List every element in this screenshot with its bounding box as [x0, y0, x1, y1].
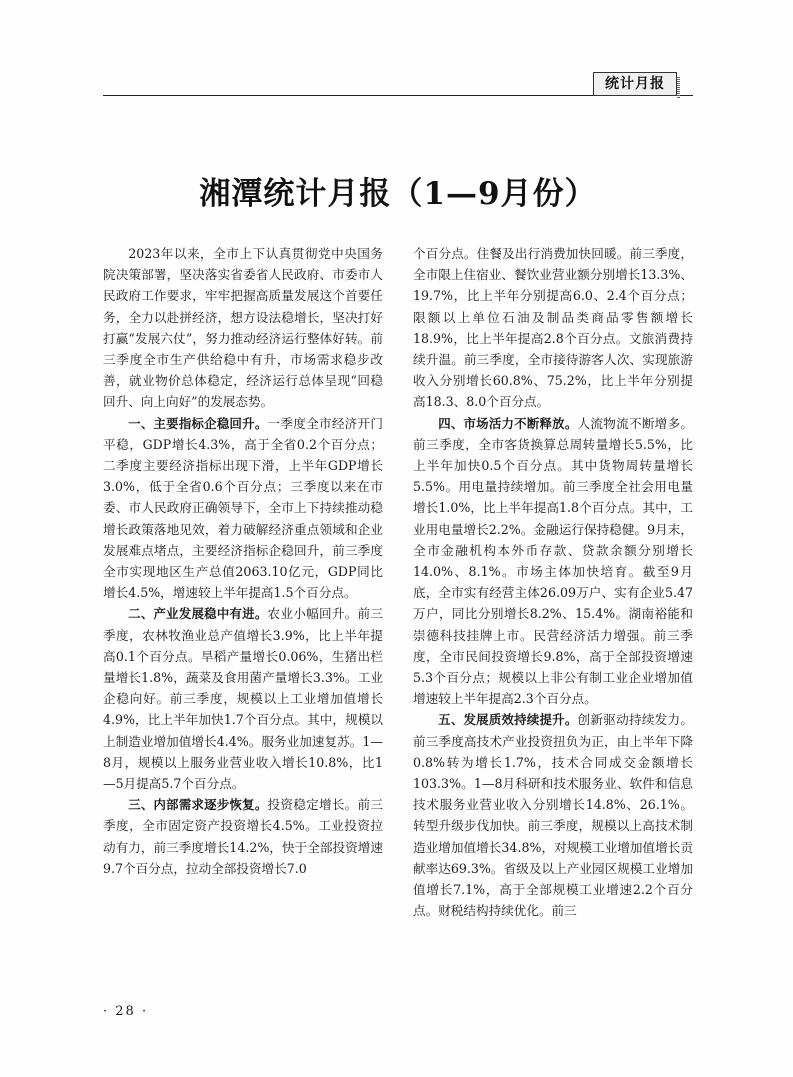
- section-heading: 五、发展质效持续提升。: [438, 712, 578, 728]
- paragraph: 2023年以来，全市上下认真贯彻党中央国务院决策部署，坚决落实省委省人民政府、市委市人民政府工作要求，牢牢把握高质量发展这个首要任务，全力以赴拼经济，想方设法稳增长，坚决打好打赢“发展六仗”，努力推动经济运行整体好转。前三季度全市生产供给稳中有升，市场需求稳步改善，就业物价总体稳定，经济运行总体呈现“回稳回升、向上向好”的发展态势。: [103, 246, 383, 410]
- page-number: · 28 ·: [103, 1004, 149, 1019]
- paragraph: 二、产业发展稳中有进。农业小幅回升。前三季度，农林牧渔业总产值增长3.9%，比上半年提高0.1个百分点。旱稻产量增长0.06%，生猪出栏量增长1.8%，蔬菜及食用菌产量增长3.3%。工业企稳向好。前三季度，规模以上工业增加值增长4.9%，比上半年加快1.7个百分点。其中，规模以上制造业增加值增长4.4%。服务业加速复苏。1—8月，规模以上服务业营业收入增长10.8%，比1—5月提高5.7个百分点。: [103, 606, 384, 792]
- section-tag: 统计月报: [593, 72, 677, 96]
- paragraph: 五、发展质效持续提升。创新驱动持续发力。前三季度高技术产业投资扭负为正，由上半年下降0.8%转为增长1.7%，技术合同成交金额增长103.3%。1—8月科研和技术服务业、软件和信息技术服务业营业收入分别增长14.8%、26.1%。转型升级步伐加快。前三季度，规模以上高技术制造业增加值增长34.8%，对规模工业增加值增长贡献率达69.3%。省级及以上产业园区规模工业增加值增长7.1%，高于全部规模工业增速2.2个百分点。财税结构持续优化。前三: [413, 712, 694, 919]
- section-heading: 一、主要指标企稳回升。: [128, 415, 268, 431]
- left-column: [103, 243, 383, 879]
- paragraph: 一、主要指标企稳回升。一季度全市经济开门平稳，GDP增长4.3%，高于全省0.2个百分点；二季度主要经济指标出现下滑，上半年GDP增长3.0%，低于全省0.6个百分点；三季度以来在市委、市人民政府正确领导下，全市上下持续推动稳增长政策落地见效，着力破解经济重点领域和企业发展难点堵点，主要经济指标企稳回升，前三季度全市实现地区生产总值2063.10亿元，GDP同比增长4.5%，增速较上半年提高1.5个百分点。: [103, 415, 384, 601]
- section-heading: 四、市场活力不断释放。: [438, 415, 578, 431]
- paragraph: 四、市场活力不断释放。人流物流不断增多。前三季度，全市客货换算总周转量增长5.5%，比上半年加快0.5个百分点。其中货物周转量增长5.5%。用电量持续增加。前三季度全社会用电量增长1.0%，比上半年提高1.8个百分点。其中，工业用电量增长2.2%。金融运行保持稳健。9月末，全市金融机构本外币存款、贷款余额分别增长14.0%、8.1%。市场主体加快培育。截至9月底，全市实有经营主体26.09万户、实有企业5.47万户，同比分别增长8.2%、15.4%。湖南裕能和崇德科技挂牌上市。民营经济活力增强。前三季度，全市民间投资增长9.8%，高于全部投资增速5.3个百分点；规模以上非公有制工业企业增加值增速较上半年提高2.3个百分点。: [413, 415, 694, 707]
- section-heading: 二、产业发展稳中有进。: [128, 606, 268, 622]
- paragraph: 个百分点。住餐及出行消费加快回暖。前三季度，全市限上住宿业、餐饮业营业额分别增长13.3%、19.7%，比上半年分别提高6.0、2.4个百分点；限额以上单位石油及制品类商品零售额增长18.9%，比上半年提高2.8个百分点。文旅消费持续升温。前三季度，全市接待游客人次、实现旅游收入分别增长60.8%、75.2%，比上半年分别提高18.3、8.0个百分点。: [413, 246, 693, 410]
- right-column: [413, 243, 693, 922]
- page-title: 湘潭统计月报（1—9月份）: [199, 176, 597, 212]
- section-heading: 三、内部需求逐步恢复。: [128, 797, 268, 813]
- paragraph: 三、内部需求逐步恢复。投资稳定增长。前三季度，全市固定资产投资增长4.5%。工业投资拉动有力，前三季度增长14.2%，快于全部投资增速9.7个百分点，拉动全部投资增长7.0: [103, 797, 384, 876]
